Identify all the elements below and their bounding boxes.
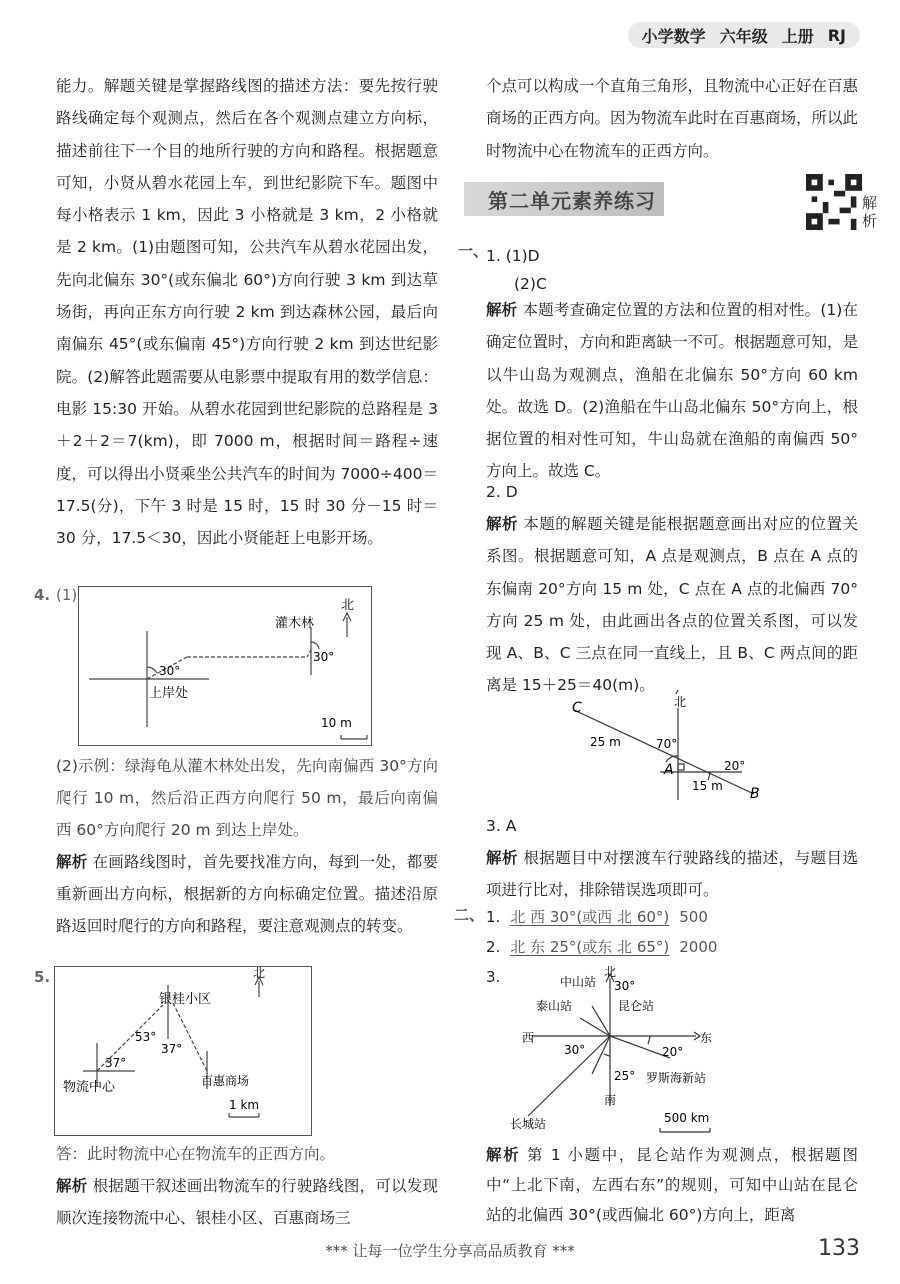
map-to-zhongshan (592, 1006, 610, 1036)
map-west: 西 (522, 1031, 535, 1045)
fig-abc-a1: 70° (656, 737, 678, 751)
q5-number: 5. (34, 968, 51, 986)
q4-part2: (2)示例：绿海龟从灌木林处出发，先向南偏西 30°方向爬行 10 m，然后沿正西方向爬行 50 m，最后向南偏西 60°方向爬行 20 m 到达上岸处。 (56, 757, 438, 839)
section-title: 第二单元素养练习 (464, 182, 664, 216)
map-taishan: 泰山站 (536, 999, 573, 1013)
q4-sub-label: (1) (56, 586, 78, 604)
map-to-luosi (610, 1036, 670, 1058)
ans-1-keyword: 解析 (486, 301, 518, 319)
fig-abc-line (574, 710, 754, 794)
map-kunlun: 昆仑站 (618, 999, 655, 1013)
map-angle-20: 20° (662, 1045, 684, 1059)
fig4-svg (79, 587, 371, 745)
fig5-svg (55, 967, 311, 1135)
fig-abc-diagram (560, 690, 770, 810)
fig4-bush-label: 灌木林 (275, 616, 315, 631)
b3-num: 3. (486, 968, 501, 986)
ans-2-analysis (486, 508, 858, 702)
fig4-shore-label: 上岸处 (149, 686, 189, 701)
fig5-route-diagram (54, 966, 312, 1136)
fig4-route-diagram (78, 586, 372, 746)
fig-abc-d2: 15 m (692, 779, 723, 793)
left-para-1: 能力。解题关键是掌握路线图的描述方法：要先按行驶路线确定每个观测点，然后在各个观测点建立方向标，描述前往下一个目的地所行驶的方向和路程。根据题意可知，小贤从碧水花园上车，到世纪影院下车。题图中每小格表示 1 km，因此 3 小格就是 3 km，2 小格就是 2 km。(1)由题图可知，公共汽车从碧水花园出发，先向北偏东 30°(或东偏北 60°)方向行驶 3 km 到达草场街，再向正东方向行驶 2 km 到达森林公园，最后向南偏东 45°(或东偏南 45°)方向行驶 2 km 到达世纪影院。(2)解答此题需要从电影票中提取有用的数学信息：电影 15:30 开始。从碧水花园到世纪影院的总路程是 3＋2＋2＝7(km)，即 7000 m，根据时间＝路程÷速度，可以得出小贤乘坐公共汽车的时间为 7000÷400＝17.5(分)，下午 3 时是 15 时，15 时 30 分－15 时＝30 分，17.5＜30，因此小贤能赶上电影开场。 (56, 77, 438, 548)
map-east: 东 (700, 1031, 713, 1045)
q4-number: 4. (34, 586, 51, 604)
header-edition: RJ (827, 25, 846, 45)
q5-analysis-text: 根据题干叙述画出物流车的行驶路线图，可以发现顺次连接物流中心、银桂小区、百惠商场三 (56, 1177, 438, 1227)
fig5-scale: 1 km (229, 1098, 260, 1112)
q4-analysis-keyword: 解析 (56, 853, 88, 871)
left-column (56, 70, 438, 554)
fig5-north: 北 (253, 967, 266, 980)
map-angle-25: 25° (614, 1069, 636, 1083)
fig4-angle-bush: 30° (313, 650, 335, 664)
fig4-angle-shore: 30° (159, 664, 181, 678)
fig5-yingui: 银桂小区 (159, 992, 212, 1007)
b3-keyword: 解析 (486, 1146, 521, 1164)
b2-value: 2000 (679, 938, 718, 956)
q4-analysis (56, 846, 438, 942)
fig5-baihui: 百惠商场 (201, 1074, 250, 1088)
fig5-angle-37b: 37° (161, 1042, 183, 1056)
page-number: 133 (818, 1236, 860, 1261)
q5-analysis-keyword: 解析 (56, 1177, 88, 1195)
fig4-north: 北 (341, 598, 355, 613)
fig-abc-B: B (750, 786, 760, 802)
map-angle-30a: 30° (614, 979, 636, 993)
fig-abc-north: 北 (674, 695, 687, 709)
ans-2-text: 本题的解题关键是能根据题意画出对应的位置关系图。根据题意可知，A 点是观测点，B 点在 A 点的东偏南 20°方向 15 m 处，C 点在 A 点的北偏西 70°方向 25 m 处，由此画出各点的位置关系图，可以发现 A、B、C 三点在同一直线上，且 B、C 两点间的距离是 15＋25＝40(m)。 (486, 515, 858, 695)
footer-slogan: *** 让每一位学生分享高品质教育 *** (325, 1242, 575, 1260)
ans-3-keyword: 解析 (486, 849, 518, 867)
b3-analysis (486, 1140, 858, 1230)
header-term: 上册 (781, 26, 814, 46)
ans-2-keyword: 解析 (486, 515, 518, 533)
map-luosi: 罗斯海新站 (646, 1071, 707, 1085)
q4-analysis-text: 在画路线图时，首先要找准方向，每到一处，都要重新画出方向标，根据新的方向标确定位置。描述沿原路返回时爬行的方向和路程，要注意观测点的转变。 (56, 853, 438, 935)
fig-abc-a2: 20° (724, 759, 746, 773)
b2-direction: 北 东 25°(或东 北 65°) (510, 938, 670, 956)
map-scale: 500 km (664, 1111, 710, 1125)
ans-1-text: 本题考查确定位置的方法和位置的相对性。(1)在确定位置时，方向和距离缺一不可。根据题意可知，是以牛山岛为观测点，渔船在北偏东 50°方向 60 km 处。故选 D。(2)渔船在牛山岛北偏东 50°方向上，根据位置的相对性可知，牛山岛就在渔船的南偏西 50°方向上。故选 C。 (486, 301, 859, 481)
fig-abc-d1: 25 m (590, 735, 621, 749)
b1-row (486, 904, 708, 930)
b2-num: 2. (486, 938, 501, 956)
ans-1-2: (2)C (514, 275, 547, 293)
qr-label: 解析 (862, 194, 878, 230)
ans-3: 3. A (486, 817, 517, 835)
fig5-wuliu: 物流中心 (63, 1080, 116, 1095)
b1-direction: 北 西 30°(或西 北 60°) (510, 908, 670, 926)
header-subject: 小学数学 (641, 26, 706, 46)
fig-station-map (510, 966, 750, 1138)
b3-text: 第 1 小题中，昆仑站作为观测点，根据题图中“上北下南，左西右东”的规则，可知中山站在昆仑站的北偏西 30°(或西偏北 60°)方向上，距离 (486, 1146, 858, 1224)
qr-code-icon[interactable] (806, 174, 862, 230)
fig-abc-A: A (664, 762, 674, 778)
map-zhongshan: 中山站 (560, 975, 597, 989)
right-continuation: 个点可以构成一个直角三角形，且物流中心正好在百惠商场的正西方向。因为物流车此时在百惠商场，所以此时物流中心在物流车的正西方向。 (486, 77, 859, 160)
ans-1-analysis (486, 294, 858, 488)
map-south: 南 (604, 1093, 617, 1107)
ans-2: 2. D (486, 483, 518, 501)
section1-marker: 一、 (458, 242, 489, 260)
ans-3-analysis (486, 842, 858, 907)
fig5-angle-37a: 37° (105, 1056, 127, 1070)
q5-analysis (56, 1170, 438, 1234)
book-header (628, 22, 860, 48)
map-changcheng: 长城站 (510, 1117, 547, 1131)
fig5-angle-53: 53° (135, 1030, 157, 1044)
section2-marker: 二、 (454, 906, 485, 924)
map-north: 北 (604, 966, 617, 979)
ans-1-1: 1. (1)D (486, 247, 540, 265)
header-grade: 六年级 (719, 26, 768, 46)
right-column (486, 70, 858, 167)
fig4-scale: 10 m (321, 716, 352, 730)
fig5-path-2 (173, 1003, 207, 1071)
b1-num: 1. (486, 908, 501, 926)
ans-3-text: 根据题目中对摆渡车行驶路线的描述，与题目选项进行比对，排除错误选项即可。 (486, 849, 858, 900)
q5-answer: 答：此时物流中心在物流车的正西方向。 (56, 1145, 336, 1163)
b2-row (486, 934, 717, 960)
fig-abc-C: C (572, 700, 582, 716)
map-angle-30b: 30° (564, 1043, 586, 1057)
b1-value: 500 (679, 908, 708, 926)
